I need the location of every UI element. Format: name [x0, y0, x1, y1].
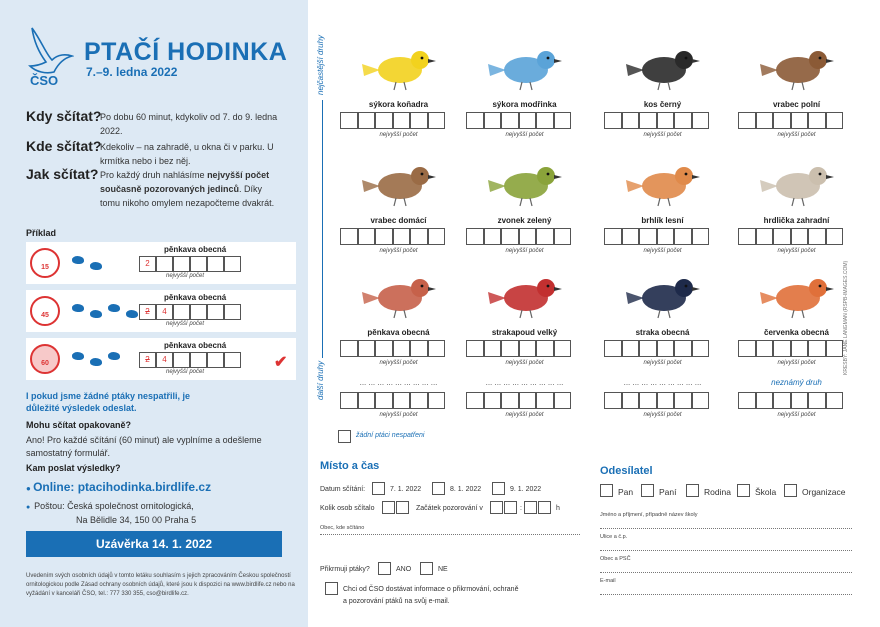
count-digit-box[interactable]: [358, 112, 376, 129]
count-digit-box[interactable]: [622, 228, 640, 245]
sender-field-input[interactable]: [600, 550, 852, 551]
count-digit-box[interactable]: [604, 340, 622, 357]
example-row: [26, 290, 296, 332]
count-digit-box[interactable]: [410, 228, 428, 245]
count-digit-box[interactable]: [622, 392, 640, 409]
count-digit-box[interactable]: [692, 228, 710, 245]
sender-type-label: Organizace: [802, 487, 846, 497]
bird-silhouette-icon: [90, 358, 102, 366]
count-digit-box[interactable]: [826, 392, 844, 409]
count-digit-box[interactable]: [484, 112, 502, 129]
count-digit-box[interactable]: [340, 112, 358, 129]
bird-entry: [336, 262, 461, 382]
bird-name: kos černý: [643, 100, 682, 109]
post-address-line1: Poštou: Česká společnost ornitologická,: [34, 501, 194, 511]
side-line-common: [322, 100, 323, 358]
sender-type-checkbox[interactable]: [737, 484, 750, 497]
place-heading: Místo a čas: [320, 460, 380, 472]
hour-suffix: h: [556, 505, 560, 512]
sender-type-checkbox[interactable]: [600, 484, 613, 497]
bird-name: straka obecná: [635, 328, 690, 337]
faq-when-answer: Po dobu 60 minut, kdykoliv od 7. do 9. ledna 2022.: [100, 112, 278, 136]
example-sub: nejvyšší počet: [166, 273, 205, 279]
example-row: [26, 338, 296, 380]
example-sub: nejvyšší počet: [166, 321, 205, 327]
sender-field-label: Ulice a č.p.: [600, 534, 628, 540]
count-digit-box[interactable]: [554, 392, 572, 409]
other-species-name[interactable]: ... ... ... ... ... ... ... ... ...: [623, 378, 702, 387]
count-digit-box[interactable]: [692, 340, 710, 357]
bird-silhouette-icon: [108, 352, 120, 360]
bird-illustration-icon: [482, 268, 572, 320]
bird-illustration-icon: [482, 156, 572, 208]
date-option-3: 9. 1. 2022: [510, 486, 542, 493]
count-digit-box[interactable]: [826, 228, 844, 245]
count-digit-box[interactable]: [826, 112, 844, 129]
bird-count-boxes[interactable]: [340, 340, 445, 357]
count-digit-box[interactable]: [358, 392, 376, 409]
date-option-2: 8. 1. 2022: [450, 486, 482, 493]
sender-type-checkbox[interactable]: [784, 484, 797, 497]
bird-count-boxes[interactable]: [738, 112, 843, 129]
event-dates: 7.–9. ledna 2022: [86, 65, 178, 79]
count-digit-box[interactable]: [657, 392, 675, 409]
people-input-1[interactable]: [382, 501, 395, 514]
sender-type-label: Škola: [755, 487, 777, 497]
bird-silhouette-icon: [72, 352, 84, 360]
count-digit-box[interactable]: [375, 340, 393, 357]
count-digit-box[interactable]: [738, 112, 756, 129]
count-digit-box[interactable]: [756, 228, 774, 245]
bird-silhouette-icon: [90, 310, 102, 318]
other-species-entry: [600, 378, 725, 428]
example-count-box: [173, 304, 190, 320]
bird-illustration-icon: [356, 40, 446, 92]
bird-entry: [336, 34, 461, 154]
bird-illustration-icon: [620, 268, 710, 320]
count-digit-box[interactable]: [773, 228, 791, 245]
bird-name: pěnkava obecná: [367, 328, 430, 337]
date-option-1: 7. 1. 2022: [390, 486, 422, 493]
send-question: Kam poslat výsledky?: [26, 463, 121, 473]
other-species-entry: [462, 378, 587, 428]
bird-illustration-icon: [356, 268, 446, 320]
count-digit-box[interactable]: [773, 392, 791, 409]
no-birds-check-label: žádní ptáci nespatřeni: [356, 432, 425, 439]
illustration-credit: KRESBY: JANE LANGMAN (RSPB-IMAGES.COM): [843, 260, 849, 375]
start-hour-2[interactable]: [504, 501, 517, 514]
count-digit-box[interactable]: [410, 340, 428, 357]
count-digit-box[interactable]: [501, 112, 519, 129]
count-digit-box[interactable]: [554, 228, 572, 245]
sender-type-label: Rodina: [704, 487, 731, 497]
bird-illustration-icon: [754, 268, 844, 320]
count-digit-box[interactable]: [536, 112, 554, 129]
example-count-box: [190, 352, 207, 368]
bird-name: strakapoud velký: [491, 328, 558, 337]
bird-name: zvonek zelený: [497, 216, 552, 225]
bird-illustration-icon: [620, 156, 710, 208]
count-digit-box[interactable]: [428, 392, 446, 409]
count-digit-box[interactable]: [340, 392, 358, 409]
count-digit-box[interactable]: [428, 228, 446, 245]
count-digit-box[interactable]: [484, 228, 502, 245]
count-digit-box[interactable]: [484, 392, 502, 409]
example-count-box: [156, 256, 173, 272]
legal-note: Uvedením svých osobních údajů v tomto letáku souhlasím s jejich zpracováním Českou společností ornitologickou podle Zásad ochrany osobních údajů, které jsou k dispozici na www.birdlife.cz nebo na vyžádání v kanceláři ČSO, tel.: 777 330 355, cso@birdlife.cz.: [26, 573, 295, 597]
date-label: Datum sčítání:: [320, 486, 366, 493]
info-panel: [0, 0, 308, 627]
sender-field-input[interactable]: [600, 528, 852, 529]
start-min-1[interactable]: [524, 501, 537, 514]
feeding-label: Přikrmuji ptáky?: [320, 566, 370, 573]
time-separator: :: [520, 505, 522, 512]
town-field[interactable]: [320, 534, 580, 535]
clock-minutes: 60: [41, 360, 49, 367]
bird-silhouette-icon: [72, 304, 84, 312]
example-species: pěnkava obecná: [164, 293, 227, 302]
count-digit-box[interactable]: [536, 228, 554, 245]
town-label: Obec, kde sčítáno: [320, 525, 365, 531]
sender-field-label: Obec a PSČ: [600, 556, 631, 562]
example-count-boxes: [139, 304, 241, 320]
faq-how-answer-post: . Díky tomu nikoho omylem nezapočteme dvakrát.: [100, 184, 275, 208]
bird-name: vrabec domácí: [370, 216, 427, 225]
bird-count-sub: nejvyšší počet: [505, 360, 544, 366]
count-digit-box[interactable]: [393, 340, 411, 357]
clock-minutes: 15: [41, 264, 49, 271]
sender-type-checkbox[interactable]: [686, 484, 699, 497]
repeat-question: Mohu sčítat opakovaně?: [26, 420, 132, 430]
faq-how-answer-bold: nejvyšší počet současně pozorovaných jedinců: [100, 170, 270, 194]
bird-count-sub: nejvyšší počet: [379, 360, 418, 366]
sender-type-label: Paní: [659, 487, 677, 497]
faq-where-answer: Kdekoliv – na zahradě, u okna či v parku. U krmítka nebo i bez něj.: [100, 142, 274, 166]
count-digit-box[interactable]: [639, 340, 657, 357]
bird-entry: [462, 34, 587, 154]
bird-name: brhlík lesní: [641, 216, 684, 225]
bird-name: hrdlička zahradní: [763, 216, 830, 225]
count-digit-box[interactable]: [375, 228, 393, 245]
count-digit-box[interactable]: [657, 112, 675, 129]
bird-entry: [600, 34, 725, 154]
repeat-answer: Ano! Pro každé sčítání (60 minut) ale vyplníme a odešleme samostatný formulář.: [26, 435, 262, 458]
bird-count-boxes[interactable]: [738, 340, 843, 357]
count-digit-box[interactable]: [604, 392, 622, 409]
bird-name: vrabec polní: [772, 100, 821, 109]
no-birds-note: I pokud jsme žádné ptáky nespatřili, je důležité výsledek odeslat.: [26, 391, 191, 413]
bird-illustration-icon: [620, 40, 710, 92]
sender-field-input[interactable]: [600, 572, 852, 573]
count-digit-box[interactable]: [738, 340, 756, 357]
count-digit-box[interactable]: [428, 112, 446, 129]
bird-name: červenka obecná: [764, 328, 829, 337]
count-digit-box[interactable]: [519, 392, 537, 409]
count-digit-box[interactable]: [340, 340, 358, 357]
bird-illustration-icon: [754, 156, 844, 208]
count-digit-box[interactable]: [428, 340, 446, 357]
newsletter-label-line1: Chci od ČSO dostávat informace o přikrmování, ochraně: [343, 586, 519, 593]
count-digit-box[interactable]: [808, 392, 826, 409]
bird-count-boxes[interactable]: [604, 340, 709, 357]
date-checkbox-2[interactable]: [432, 482, 445, 495]
bird-entry: [462, 262, 587, 382]
example-count-boxes: [139, 352, 241, 368]
sender-field-label: Jméno a příjmení, případně název školy: [600, 512, 698, 518]
count-digit-box[interactable]: [808, 340, 826, 357]
feeding-no-checkbox[interactable]: [420, 562, 433, 575]
bird-silhouette-icon: [108, 304, 120, 312]
count-digit-box[interactable]: [639, 392, 657, 409]
count-digit-box[interactable]: [791, 340, 809, 357]
count-digit-box[interactable]: [692, 392, 710, 409]
example-count-box: 2: [139, 304, 156, 320]
count-digit-box[interactable]: [501, 392, 519, 409]
bird-count-sub: nejvyšší počet: [777, 132, 816, 138]
example-count-box: [207, 256, 224, 272]
faq-how-answer-pre: Pro každý druh nahlásíme: [100, 170, 208, 180]
bird-entry: [734, 262, 859, 382]
start-min-2[interactable]: [538, 501, 551, 514]
clock-icon: [30, 344, 60, 374]
bird-count-boxes[interactable]: [466, 112, 571, 129]
count-digit-box[interactable]: [639, 112, 657, 129]
count-digit-box[interactable]: [657, 340, 675, 357]
people-input-2[interactable]: [396, 501, 409, 514]
clock-minutes: 45: [41, 312, 49, 319]
side-label-other: další druhy: [316, 360, 325, 400]
example-count-box: 4: [156, 352, 173, 368]
bird-count-sub: nejvyšší počet: [643, 248, 682, 254]
count-digit-box[interactable]: [808, 112, 826, 129]
other-species-entry: [734, 378, 859, 428]
bird-count-boxes[interactable]: [604, 228, 709, 245]
example-row: [26, 242, 296, 284]
count-digit-box[interactable]: [484, 340, 502, 357]
example-count-box: 2: [139, 352, 156, 368]
count-digit-box[interactable]: [519, 112, 537, 129]
bird-count-boxes[interactable]: [340, 228, 445, 245]
bird-entry: [600, 150, 725, 270]
feeding-no-label: NE: [438, 566, 448, 573]
start-label: Začátek pozorování v: [416, 505, 483, 512]
bird-count-boxes[interactable]: [466, 228, 571, 245]
feeding-yes-label: ANO: [396, 566, 412, 573]
other-species-name: neznámý druh: [771, 378, 822, 387]
bird-illustration-icon: [356, 156, 446, 208]
count-digit-box[interactable]: [501, 340, 519, 357]
count-digit-box[interactable]: [622, 112, 640, 129]
example-sub: nejvyšší počet: [166, 369, 205, 375]
other-count-boxes[interactable]: [340, 392, 445, 409]
example-count-box: [207, 304, 224, 320]
bird-entry: [734, 34, 859, 154]
count-digit-box[interactable]: [466, 112, 484, 129]
count-digit-box[interactable]: [791, 392, 809, 409]
count-digit-box[interactable]: [808, 228, 826, 245]
count-digit-box[interactable]: [410, 112, 428, 129]
count-digit-box[interactable]: [358, 340, 376, 357]
page-title: PTAČÍ HODINKA: [84, 38, 288, 66]
example-species: pěnkava obecná: [164, 341, 227, 350]
sender-field-input[interactable]: [600, 594, 852, 595]
other-count-boxes[interactable]: [604, 392, 709, 409]
count-digit-box[interactable]: [773, 112, 791, 129]
other-count-sub: nejvyšší počet: [379, 412, 418, 418]
other-species-name[interactable]: ... ... ... ... ... ... ... ... ...: [359, 378, 438, 387]
clock-icon: [30, 296, 60, 326]
bird-entry: [600, 262, 725, 382]
count-digit-box[interactable]: [393, 228, 411, 245]
count-digit-box[interactable]: [622, 340, 640, 357]
date-checkbox-3[interactable]: [492, 482, 505, 495]
count-digit-box[interactable]: [604, 112, 622, 129]
online-link[interactable]: ● Online: ptacihodinka.birdlife.cz: [26, 480, 212, 494]
count-digit-box[interactable]: [639, 228, 657, 245]
example-count-box: [224, 256, 241, 272]
bird-illustration-icon: [482, 40, 572, 92]
count-digit-box[interactable]: [519, 340, 537, 357]
count-digit-box[interactable]: [536, 340, 554, 357]
clock-icon: [30, 248, 60, 278]
newsletter-checkbox[interactable]: [325, 582, 338, 595]
bird-silhouette-icon: [90, 262, 102, 270]
count-digit-box[interactable]: [393, 112, 411, 129]
count-digit-box[interactable]: [674, 392, 692, 409]
count-digit-box[interactable]: [738, 392, 756, 409]
count-digit-box[interactable]: [358, 228, 376, 245]
feeding-yes-checkbox[interactable]: [378, 562, 391, 575]
example-count-box: [173, 352, 190, 368]
example-label: Příklad: [26, 228, 57, 238]
bird-count-sub: nejvyšší počet: [505, 248, 544, 254]
logo-text: ČSO: [30, 73, 59, 88]
example-count-box: [173, 256, 190, 272]
example-species: pěnkava obecná: [164, 245, 227, 254]
count-digit-box[interactable]: [554, 112, 572, 129]
count-digit-box[interactable]: [657, 228, 675, 245]
example-count-box: 2: [139, 256, 156, 272]
count-digit-box[interactable]: [536, 392, 554, 409]
example-count-box: [207, 352, 224, 368]
count-digit-box[interactable]: [519, 228, 537, 245]
example-count-boxes: [139, 256, 241, 272]
example-count-box: [224, 304, 241, 320]
bird-count-sub: nejvyšší počet: [643, 132, 682, 138]
count-digit-box[interactable]: [791, 228, 809, 245]
bird-count-sub: nejvyšší počet: [777, 248, 816, 254]
bird-name: sýkora modřinka: [492, 100, 557, 109]
count-digit-box[interactable]: [826, 340, 844, 357]
other-species-name[interactable]: ... ... ... ... ... ... ... ... ...: [485, 378, 564, 387]
bird-count-boxes[interactable]: [340, 112, 445, 129]
bird-illustration-icon: [754, 40, 844, 92]
sender-type-checkbox[interactable]: [641, 484, 654, 497]
count-digit-box[interactable]: [501, 228, 519, 245]
bird-count-sub: nejvyšší počet: [505, 132, 544, 138]
other-count-boxes[interactable]: [466, 392, 571, 409]
other-count-sub: nejvyšší počet: [777, 412, 816, 418]
count-digit-box[interactable]: [466, 392, 484, 409]
example-count-box: [190, 304, 207, 320]
example-count-box: 4: [156, 304, 173, 320]
sender-field-label: E-mail: [600, 578, 616, 584]
bird-count-boxes[interactable]: [604, 112, 709, 129]
newsletter-label: [343, 584, 518, 608]
start-hour-1[interactable]: [490, 501, 503, 514]
deadline-banner: Uzávěrka 14. 1. 2022: [26, 531, 282, 557]
online-link-text[interactable]: Online: ptacihodinka.birdlife.cz: [33, 480, 212, 494]
count-digit-box[interactable]: [692, 112, 710, 129]
newsletter-label-line2: a pozorování ptáků na svůj e-mail.: [343, 598, 450, 605]
count-digit-box[interactable]: [674, 112, 692, 129]
date-checkbox-1[interactable]: [372, 482, 385, 495]
bird-count-sub: nejvyšší počet: [379, 132, 418, 138]
count-digit-box[interactable]: [756, 340, 774, 357]
count-digit-box[interactable]: [466, 340, 484, 357]
checkmark-icon: ✔: [274, 354, 288, 371]
side-label-common: nejčastější druhy: [316, 34, 325, 95]
no-birds-checkbox[interactable]: [338, 430, 351, 443]
count-digit-box[interactable]: [410, 392, 428, 409]
count-digit-box[interactable]: [340, 228, 358, 245]
faq-how-question: Jak sčítat?: [26, 166, 99, 182]
bird-count-boxes[interactable]: [466, 340, 571, 357]
bird-name: sýkora koňadra: [368, 100, 429, 109]
bird-entry: [462, 150, 587, 270]
count-digit-box[interactable]: [791, 112, 809, 129]
sender-type-label: Pan: [618, 487, 634, 497]
faq-how-answer: [100, 168, 280, 210]
bird-count-sub: nejvyšší počet: [777, 360, 816, 366]
bird-count-sub: nejvyšší počet: [379, 248, 418, 254]
faq-when-question: Kdy sčítat?: [26, 108, 102, 124]
count-digit-box[interactable]: [674, 340, 692, 357]
count-digit-box[interactable]: [604, 228, 622, 245]
other-count-boxes[interactable]: [738, 392, 843, 409]
other-count-sub: nejvyšší počet: [643, 412, 682, 418]
people-label: Kolik osob sčítalo: [320, 505, 375, 512]
faq-where-question: Kde sčítat?: [26, 138, 102, 154]
example-count-box: [224, 352, 241, 368]
count-digit-box[interactable]: [756, 392, 774, 409]
other-species-entry: [336, 378, 461, 428]
count-digit-box[interactable]: [375, 112, 393, 129]
bird-silhouette-icon: [72, 256, 84, 264]
bird-silhouette-icon: [126, 310, 138, 318]
sender-heading: Odesílatel: [600, 465, 653, 477]
bird-entry: [734, 150, 859, 270]
bird-entry: [336, 150, 461, 270]
post-address-line2: Na Bělidle 34, 150 00 Praha 5: [76, 515, 197, 525]
count-digit-box[interactable]: [738, 228, 756, 245]
count-digit-box[interactable]: [375, 392, 393, 409]
count-digit-box[interactable]: [393, 392, 411, 409]
count-digit-box[interactable]: [674, 228, 692, 245]
count-digit-box[interactable]: [756, 112, 774, 129]
count-digit-box[interactable]: [554, 340, 572, 357]
example-count-box: [190, 256, 207, 272]
bird-count-sub: nejvyšší počet: [643, 360, 682, 366]
count-digit-box[interactable]: [773, 340, 791, 357]
bird-count-boxes[interactable]: [738, 228, 843, 245]
other-count-sub: nejvyšší počet: [505, 412, 544, 418]
post-address: ● Poštou: Česká společnost ornitologická, Na Bělidle 34, 150 00 Praha 5: [26, 501, 197, 525]
count-digit-box[interactable]: [466, 228, 484, 245]
